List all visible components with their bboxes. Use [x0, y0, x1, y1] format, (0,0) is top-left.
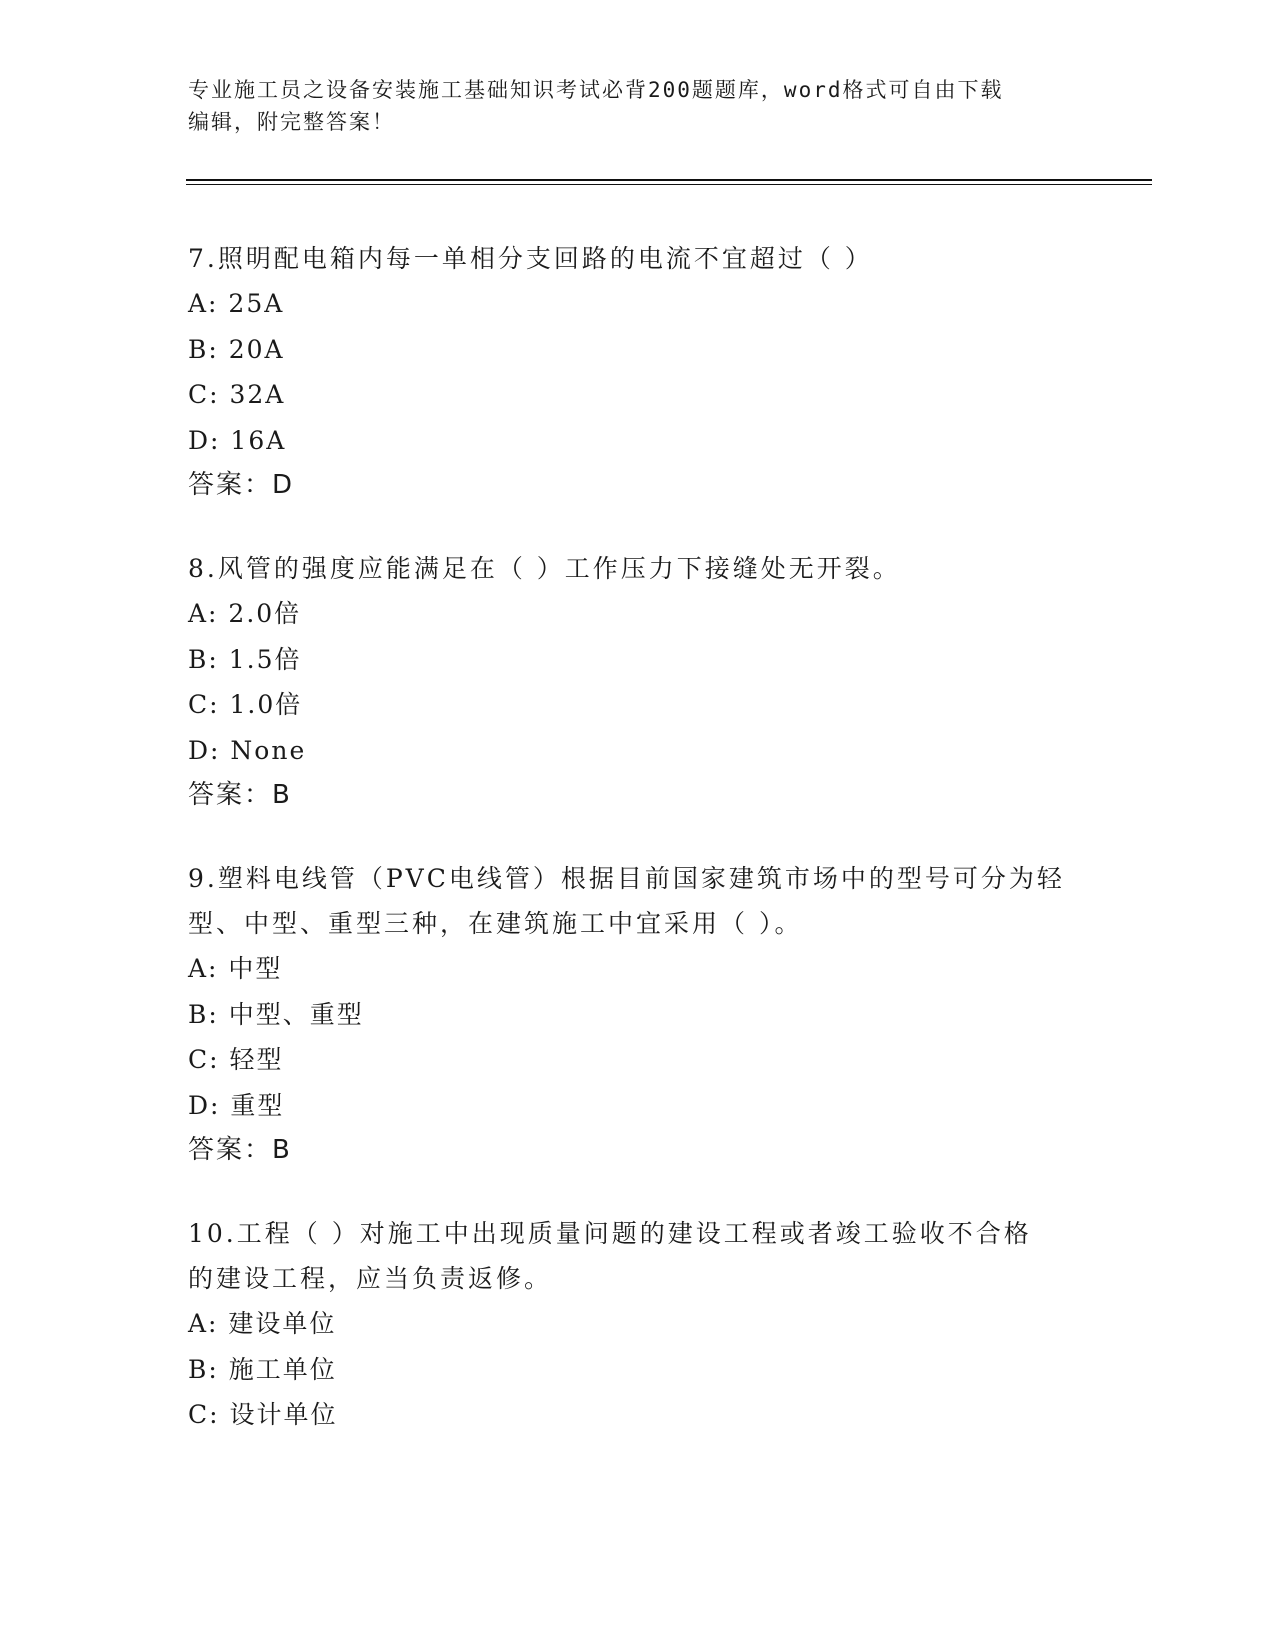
option-b: B: 1.5倍 — [188, 644, 302, 674]
question-item — [188, 1211, 1088, 1438]
document-header — [188, 74, 1068, 138]
option-d: D: 重型 — [188, 1090, 285, 1120]
header-divider-thick — [186, 179, 1152, 181]
question-item — [188, 236, 1088, 508]
option-c: C: 1.0倍 — [188, 690, 303, 719]
question-stem: 10.工程（ ）对施工中出现质量问题的建设工程或者竣工验收不合格 — [188, 1219, 1032, 1248]
option-c: C: 32A — [188, 380, 286, 409]
question-stem: 7.照明配电箱内每一单相分支回路的电流不宜超过（ ） — [188, 244, 873, 273]
question-stem-continued: 的建设工程，应当负责返修。 — [188, 1264, 553, 1293]
option-d: D: 16A — [188, 425, 287, 455]
option-a: A: 25A — [188, 289, 285, 318]
answer-line: 答案：B — [188, 780, 292, 810]
option-a: A: 中型 — [188, 954, 283, 983]
option-c: C: 设计单位 — [188, 1400, 338, 1429]
question-stem-continued: 型、中型、重型三种，在建筑施工中宜采用（ ）。 — [188, 909, 803, 938]
option-a: A: 建设单位 — [188, 1309, 337, 1338]
option-c: C: 轻型 — [188, 1045, 284, 1074]
question-list — [188, 236, 1088, 1476]
question-item — [188, 546, 1088, 818]
option-b: B: 中型、重型 — [188, 999, 364, 1029]
option-a: A: 2.0倍 — [188, 599, 302, 628]
header-line-1: 专业施工员之设备安装施工基础知识考试必背200题题库，word格式可自由下载 — [188, 78, 1004, 102]
header-line-2: 编辑，附完整答案！ — [188, 110, 395, 134]
question-stem: 8.风管的强度应能满足在（ ）工作压力下接缝处无开裂。 — [188, 554, 901, 583]
option-d: D: None — [188, 735, 307, 765]
question-stem: 9.塑料电线管（PVC电线管）根据目前国家建筑市场中的型号可分为轻 — [188, 864, 1065, 893]
answer-line: 答案：D — [188, 470, 295, 500]
option-b: B: 20A — [188, 334, 285, 364]
header-divider-thin — [186, 184, 1152, 185]
answer-line: 答案：B — [188, 1135, 292, 1165]
question-item — [188, 856, 1088, 1173]
option-b: B: 施工单位 — [188, 1354, 337, 1384]
